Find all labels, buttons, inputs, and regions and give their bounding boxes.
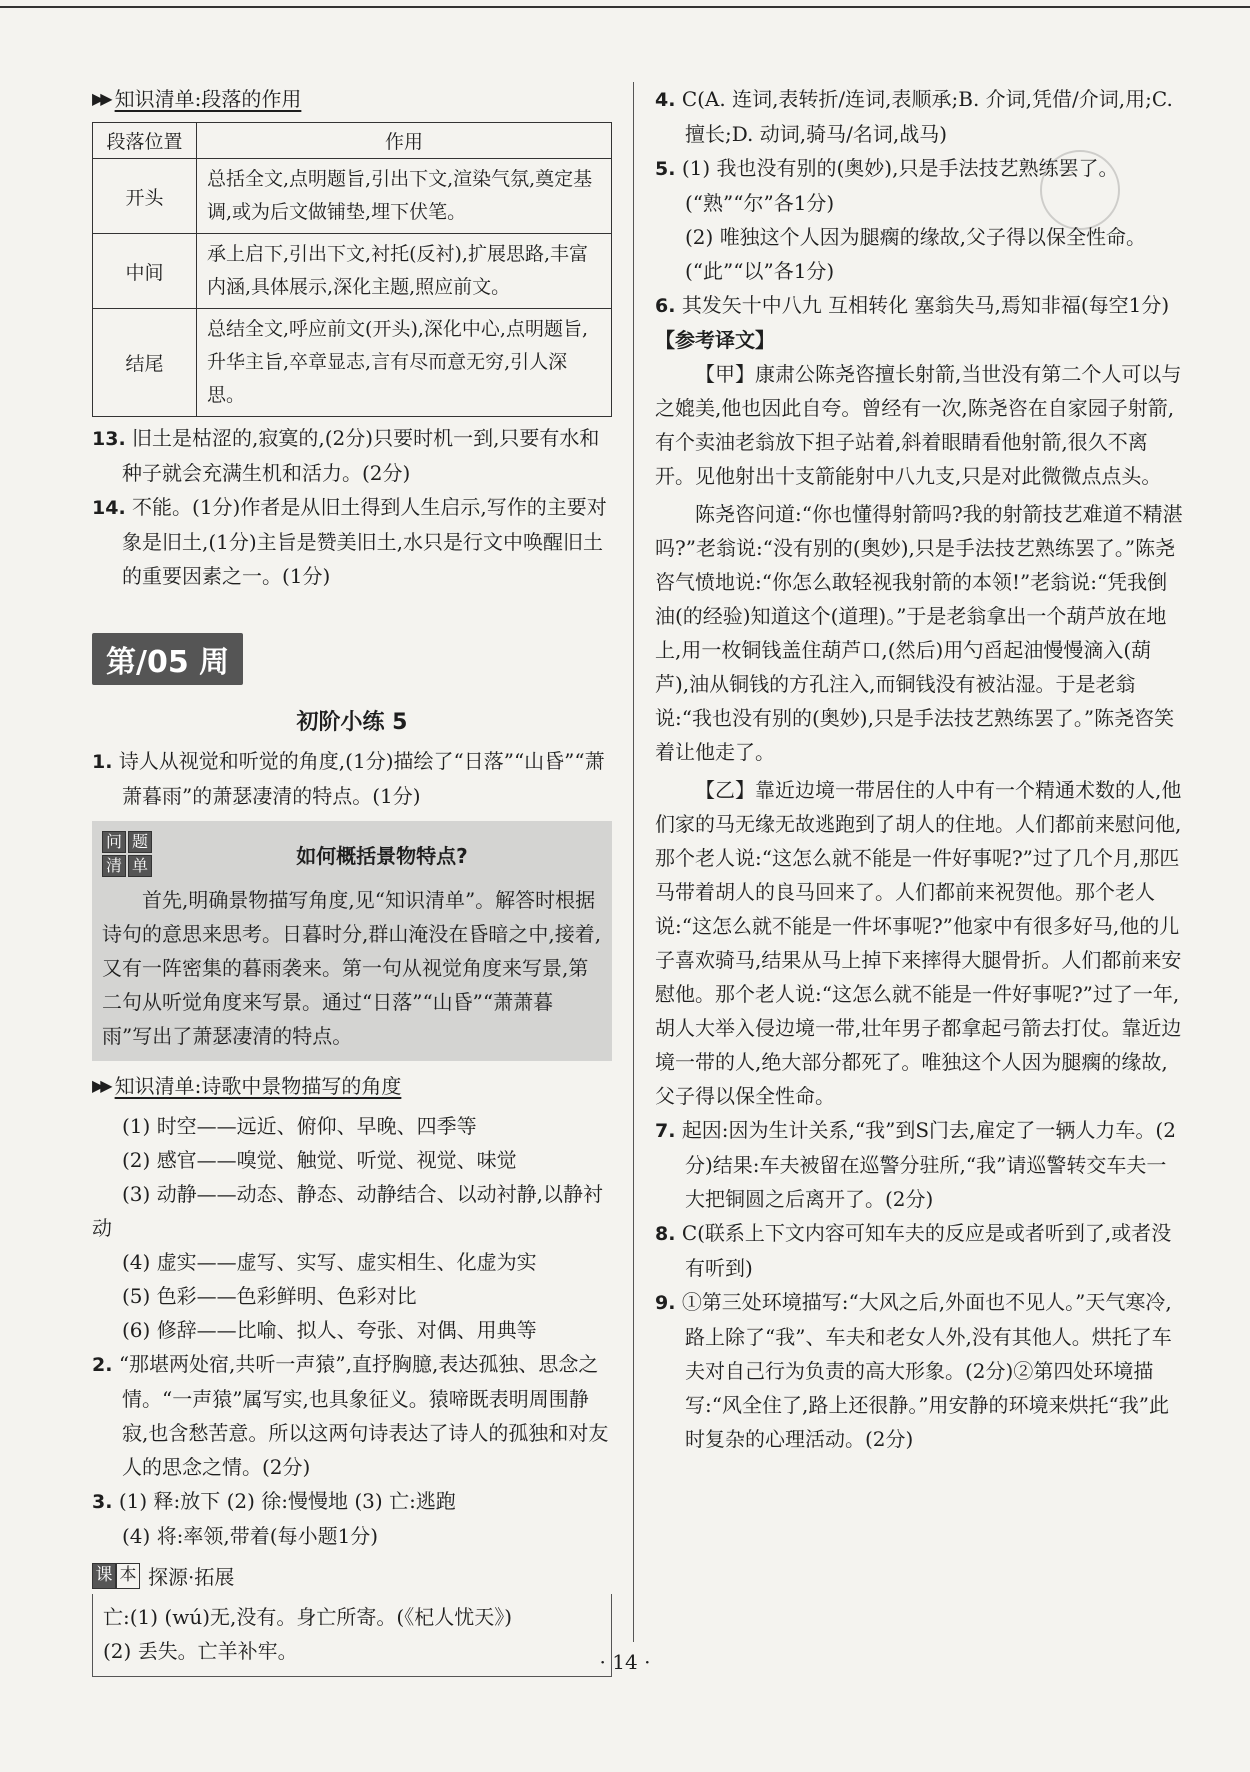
answer-1: 1. 诗人从视觉和听觉的角度,(1分)描绘了“日落”“山昏”“萧萧暮雨”的萧瑟凄清的特点。(1分) xyxy=(92,749,605,808)
section-title: 初阶小练 5 xyxy=(296,710,408,735)
left-column xyxy=(92,82,612,1677)
answer-13: 13. 旧土是枯涩的,寂寞的,(2分)只要时机一到,只要有水和种子就会充满生机和活力。(2分) xyxy=(92,426,600,485)
reference-translation-title: 【参考译文】 xyxy=(655,328,775,352)
list-item: (1) 时空——远近、俯仰、早晚、四季等 xyxy=(122,1114,477,1138)
question-list-body: 首先,明确景物描写角度,见“知识清单”。解答时根据诗句的意思来思考。日暮时分,群山淹没在昏暗之中,接着,又有一阵密集的暮雨袭来。第一句从视觉角度来写景,第二句从听觉角度来写景。通过“日落”“山昏”“萧萧暮雨”写出了萧瑟凄清的特点。 xyxy=(102,888,602,1048)
extension-box: 亡:(1) (wú)无,没有。身亡所寄。(《杞人忧天》) (2) 丢失。亡羊补牢。 xyxy=(92,1594,612,1677)
table-row: 中间 承上启下,引出下文,衬托(反衬),扩展思路,丰富内涵,具体展示,深化主题,照应前文。 xyxy=(93,234,612,309)
translation-jia: 【甲】康肃公陈尧咨擅长射箭,当世没有第二个人可以与之媲美,他也因此自夸。曾经有一次,陈尧咨在自家园子射箭,有个卖油老翁放下担子站着,斜着眼睛看他射箭,很久不离开。见他射出十支箭能射中八九支,只是对此微微点点头。 xyxy=(655,362,1182,488)
answer-4: 4. C(A. 连词,表转折/连词,表顺承;B. 介词,凭借/介词,用;C. 擅长;D. 动词,骑马/名词,战马) xyxy=(655,87,1173,146)
knowledge-header-paragraph: ▶▶ 知识清单:段落的作用 xyxy=(92,82,612,116)
question-list-title: 如何概括景物特点? xyxy=(296,843,468,868)
answer-8: 8. C(联系上下文内容可知车夫的反应是或者听到了,或者没有听到) xyxy=(655,1221,1172,1280)
table-row: 开头 总括全文,点明题旨,引出下文,渲染气氛,奠定基调,或为后文做铺垫,埋下伏笔。 xyxy=(93,159,612,234)
answer-14: 14. 不能。(1分)作者是从旧土得到人生启示,写作的主要对象是旧土,(1分)主旨是赞美旧土,水只是行文中唤醒旧土的重要因素之一。(1分) xyxy=(92,495,607,588)
top-rule xyxy=(0,6,1250,8)
paragraph-function-table xyxy=(92,122,612,417)
double-arrow-icon: ▶▶ xyxy=(92,1076,109,1095)
double-arrow-icon: ▶▶ xyxy=(92,89,109,108)
right-column xyxy=(655,82,1185,1456)
page-number: · 14 · xyxy=(599,1650,651,1674)
answer-5: 5. (1) 我也没有别的(奥妙),只是手法技艺熟练罢了。(“熟”“尔”各1分) xyxy=(655,156,1119,215)
question-list-badge: 问 题 清 单 xyxy=(102,831,152,877)
translation-yi: 【乙】靠近边境一带居住的人中有一个精通术数的人,他们家的马无缘无故逃跑到了胡人的住地。人们都前来慰问他,那个老人说:“这怎么就不能是一件好事呢?”过了几个月,那匹马带着胡人的良马回来了。人们都前来祝贺他。那个老人说:“这怎么就不能是一件坏事呢?”他家中有很多好马,他的儿子喜欢骑马,结果从马上掉下来摔得大腿骨折。人们都前来安慰他。那个老人说:“这怎么就不能是一件好事呢?”过了一年,胡人大举入侵边境一带,壮年男子都拿起弓箭去打仗。靠近边境一带的人,绝大部分都死了。唯独这个人因为腿瘸的缘故,父子得以保全性命。 xyxy=(655,778,1182,1108)
answer-9: 9. ①第三处环境描写:“大风之后,外面也不见人。”天气寒冷,路上除了“我”、车夫和老女人外,没有其他人。烘托了车夫对自己行为负责的高大形象。(2分)②第四处环境描写:“风全住了,路上还很静。”用安静的环境来烘托“我”此时复杂的心理活动。(2分) xyxy=(655,1290,1172,1451)
extension-header: 课 本 探源·拓展 xyxy=(92,1561,612,1590)
knowledge-header-poetry: ▶▶ 知识清单:诗歌中景物描写的角度 xyxy=(92,1069,612,1103)
list-item: (2) 感官——嗅觉、触觉、听觉、视觉、味觉 xyxy=(122,1148,517,1172)
table-head-position: 段落位置 xyxy=(93,123,197,159)
week-banner: 第/05 周 xyxy=(92,633,243,685)
textbook-badge: 课 本 xyxy=(92,1563,140,1589)
column-divider xyxy=(633,82,634,1642)
question-list-box xyxy=(92,821,612,1061)
list-item: (4) 虚实——虚写、实写、虚实相生、化虚为实 xyxy=(122,1250,537,1274)
answer-3: 3. (1) 释:放下 (2) 徐:慢慢地 (3) 亡:逃跑 xyxy=(92,1489,456,1513)
answer-6: 6. 其发矢十中八九 互相转化 塞翁失马,焉知非福(每空1分) xyxy=(655,293,1170,317)
table-row: 结尾 总结全文,呼应前文(开头),深化中心,点明题旨,升华主旨,卒章显志,言有尽而意无穷,引人深思。 xyxy=(93,309,612,417)
answer-5-part2: (2) 唯独这个人因为腿瘸的缘故,父子得以保全性命。(“此”“以”各1分) xyxy=(685,225,1147,283)
answer-3-line2: (4) 将:率领,带着(每小题1分) xyxy=(122,1524,379,1548)
answer-7: 7. 起因:因为生计关系,“我”到S门去,雇定了一辆人力车。(2分)结果:车夫被留在巡警分驻所,“我”请巡警转交车夫一大把铜圆之后离开了。(2分) xyxy=(655,1118,1176,1211)
list-item: (3) 动静——动态、静态、动静结合、以动衬静,以静衬动 xyxy=(92,1182,604,1240)
answer-2: 2. “那堪两处宿,共听一声猿”,直抒胸臆,表达孤独、思念之情。“一声猿”属写实,也具象征义。猿啼既表明周围静寂,也含愁苦意。所以这两句诗表达了诗人的孤独和对友人的思念之情。(2分) xyxy=(92,1352,609,1479)
table-head-function: 作用 xyxy=(197,123,612,159)
translation-jia-2: 陈尧咨问道:“你也懂得射箭吗?我的射箭技艺难道不精湛吗?”老翁说:“没有别的(奥妙),只是手法技艺熟练罢了。”陈尧咨气愤地说:“你怎么敢轻视我射箭的本领!”老翁说:“凭我倒油(的经验)知道这个(道理)。”于是老翁拿出一个葫芦放在地上,用一枚铜钱盖住葫芦口,(然后)用勺舀起油慢慢滴入(葫芦),油从铜钱的方孔注入,而铜钱没有被沾湿。于是老翁说:“我也没有别的(奥妙),只是手法技艺熟练罢了。”陈尧咨笑着让他走了。 xyxy=(655,502,1183,764)
list-item: (5) 色彩——色彩鲜明、色彩对比 xyxy=(122,1284,417,1308)
list-item: (6) 修辞——比喻、拟人、夸张、对偶、用典等 xyxy=(122,1318,537,1342)
